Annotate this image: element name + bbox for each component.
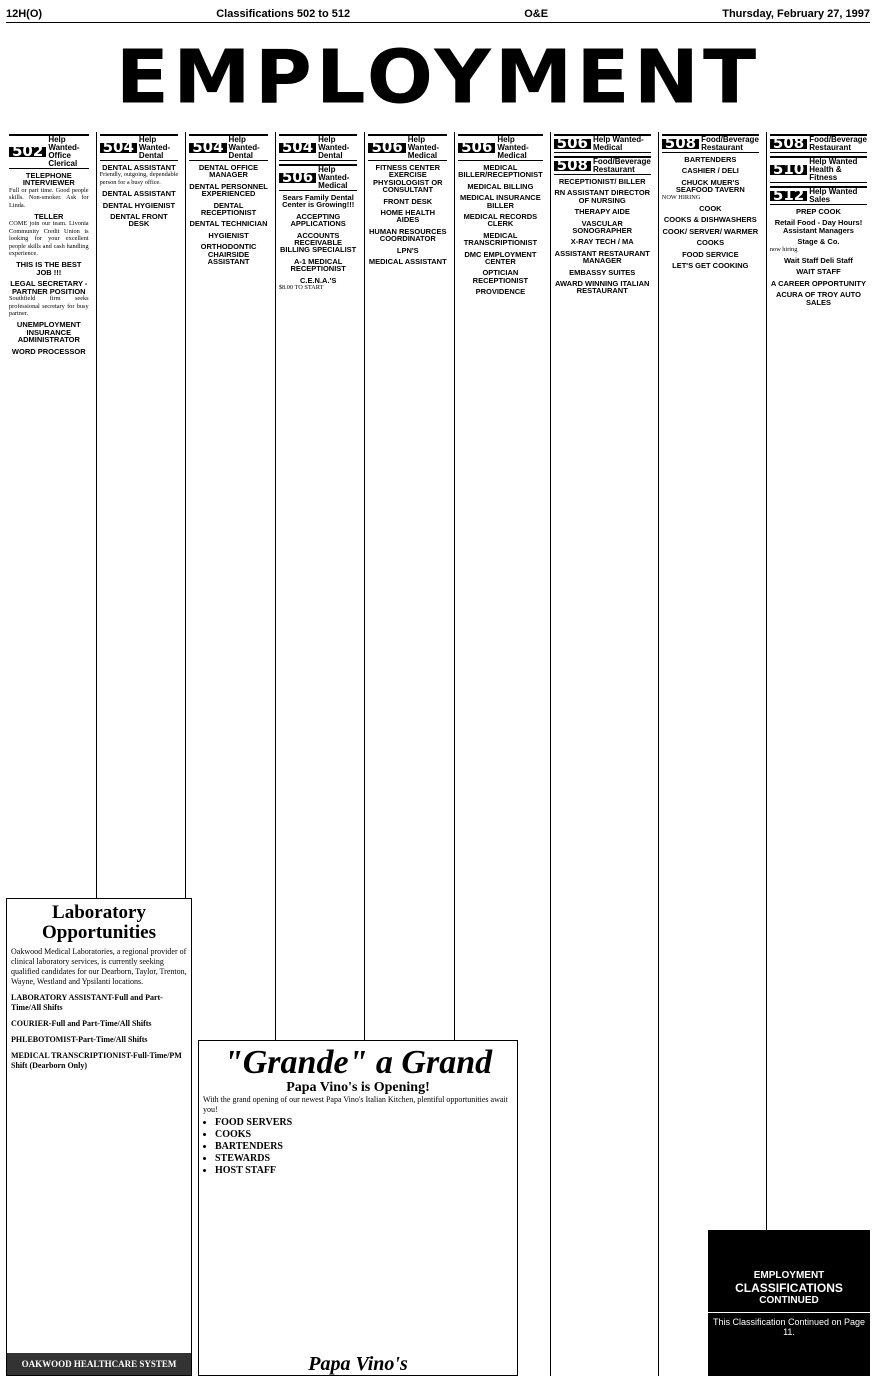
continued-line1: EMPLOYMENT: [753, 1269, 825, 1281]
continued-line3: CONTINUED: [759, 1294, 819, 1306]
lab-ad-item: COURIER-Full and Part-Time/All Shifts: [11, 1019, 152, 1028]
ad-title: COOK/ SERVER/ WARMER: [662, 226, 759, 236]
category-header: [368, 134, 447, 161]
ad-title: FOOD SERVICE: [682, 249, 739, 259]
category-number: 504: [189, 143, 226, 152]
ad-title: MEDICAL TRANSCRIPTIONIST: [463, 230, 538, 248]
column-7: [550, 132, 654, 1376]
classified-ad: [100, 202, 179, 209]
ad-title: MEDICAL BILLING: [467, 181, 534, 191]
papa-logo: Papa Vino's: [308, 1353, 408, 1375]
papa-position: • BARTENDERS: [215, 1141, 513, 1153]
masthead: [6, 28, 870, 128]
classified-ad: [554, 250, 651, 265]
category-header: [662, 134, 759, 153]
ad-title: OPTICIAN RECEPTIONIST: [472, 268, 529, 285]
category-header: [770, 186, 867, 205]
paper-name: O&E: [524, 8, 549, 20]
ad-title: COOK: [699, 204, 722, 214]
papa-vinos-ad: [198, 1040, 518, 1376]
papa-body: With the grand opening of our newest Papa Vino's Italian Kitchen, plentiful opportunities await you!: [203, 1095, 508, 1114]
ad-title: RECEPTIONIST/ BILLER: [558, 177, 646, 186]
ad-title: DENTAL PERSONNEL EXPERIENCED: [189, 181, 268, 199]
classified-ad: [554, 208, 651, 215]
classified-ad: [100, 213, 179, 228]
section-range: Classifications 502 to 512: [216, 8, 351, 20]
classified-ad: [9, 172, 89, 209]
category-label: Help Wanted-Dental: [228, 135, 260, 160]
papa-position: • COOKS: [215, 1129, 513, 1141]
category-number: 504: [100, 143, 137, 152]
category-label: Help Wanted-Medical: [318, 165, 350, 190]
classified-ad: [368, 209, 447, 224]
ad-title: CASHIER / DELI: [681, 166, 739, 176]
category-label: Help Wanted-Medical: [407, 135, 440, 160]
issue-date: Thursday, February 27, 1997: [722, 8, 870, 20]
papa-position: • FOOD SERVERS: [215, 1117, 513, 1129]
category-label: Help Wanted-Dental: [138, 135, 171, 160]
ad-title: COOKS & DISHWASHERS: [663, 215, 757, 225]
ad-title: MEDICAL ASSISTANT: [368, 257, 447, 267]
ad-title: X-RAY TECH / MA: [570, 237, 634, 247]
ad-body: NOW HIRING: [661, 193, 701, 201]
lab-ad-footer: OAKWOOD HEALTHCARE SYSTEM: [7, 1353, 191, 1375]
ad-title: VASCULAR SONOGRAPHER: [572, 218, 633, 236]
ad-title: Stage & Co.: [797, 237, 840, 247]
ad-body: COME join our team. Livonia Community Credit Union is looking for your excellent people skills and cash handling experience.: [9, 220, 89, 258]
classified-ad: [458, 164, 543, 179]
ad-title: Sears Family Dental Center is Growing!!!: [282, 193, 355, 210]
category-number: 506: [458, 143, 495, 152]
classified-ad: [662, 156, 759, 163]
ad-title: DENTAL ASSISTANT: [102, 189, 176, 199]
classified-ad: [100, 190, 179, 197]
category-label: Help Wanted-Medical: [592, 135, 644, 152]
classified-ad: [189, 183, 268, 198]
classified-ad: [458, 288, 543, 295]
laboratory-ad: [6, 898, 192, 1376]
classified-ad: [100, 164, 179, 186]
category-label: Help Wanted Health & Fitness: [809, 157, 858, 182]
classified-ad: [189, 243, 268, 265]
ad-title: ASSISTANT RESTAURANT MANAGER: [554, 248, 650, 266]
classified-ad: [9, 261, 89, 276]
ad-title: EMBASSY SUITES: [569, 267, 636, 277]
category-label: Food/Beverage Restaurant: [809, 135, 867, 152]
ad-title: MEDICAL INSURANCE BILLER: [460, 193, 541, 210]
ad-title: THIS IS THE BEST JOB !!!: [16, 260, 82, 277]
category-number: 510: [770, 165, 807, 174]
ad-title: HOME HEALTH AIDES: [380, 208, 435, 225]
classified-ad: [662, 179, 759, 201]
ad-body: Full or part time. Good people skills. Non-smoker. Ask for Linda.: [9, 186, 89, 209]
ad-body: Friendly, outgoing, dependable person for a busy office.: [99, 171, 179, 186]
classified-ad: [9, 213, 89, 257]
ad-title: DENTAL OFFICE MANAGER: [198, 163, 259, 180]
category-header: [279, 164, 358, 191]
classified-ad: [770, 280, 867, 287]
classified-ad: [458, 232, 543, 247]
category-number: 508: [770, 139, 807, 148]
classified-ad: [189, 220, 268, 227]
ad-body: now hiring: [769, 245, 798, 253]
category-number: 504: [279, 143, 316, 152]
continued-note: This Classification Continued on Page 11.: [708, 1312, 870, 1337]
ad-body: Southfield firm seeks professional secretary for busy partner.: [9, 295, 89, 317]
ad-title: AWARD WINNING ITALIAN RESTAURANT: [555, 279, 650, 296]
classified-ad: [189, 232, 268, 239]
lab-ad-items: [11, 993, 187, 1071]
continued-box: [708, 1230, 870, 1376]
ad-title: DENTAL ASSISTANT: [102, 163, 176, 172]
papa-headline: Papa Vino's is Opening!: [286, 1080, 430, 1095]
category-number: 502: [9, 147, 46, 156]
ad-title: DENTAL TECHNICIAN: [189, 219, 268, 229]
category-label: Help Wanted-Medical: [497, 135, 529, 160]
category-number: 508: [554, 161, 591, 170]
classified-ad: [279, 277, 358, 292]
ad-title: WAIT STAFF: [796, 267, 841, 277]
classified-ad: [458, 183, 543, 190]
classified-ad: [368, 164, 447, 194]
lab-ad-item: MEDICAL TRANSCRIPTIONIST-Full-Time/PM Shift (Dearborn Only): [11, 1051, 182, 1070]
classified-ad: [279, 258, 358, 273]
ad-title: ACCEPTING APPLICATIONS: [290, 211, 346, 229]
classified-ad: [662, 205, 759, 212]
ad-title: LEGAL SECRETARY - PARTNER POSITION: [10, 279, 88, 296]
lab-ad-intro: Oakwood Medical Laboratories, a regional provider of clinical laboratory services, is currently seeking qualified candidates for our Dearborn, Taylor, Trenton, Wayne, Westland and Ypsilanti locations.: [11, 947, 187, 986]
classified-ad: [189, 164, 268, 179]
classified-ad: [554, 189, 651, 204]
page-header: [6, 6, 870, 23]
ad-title: DENTAL FRONT DESK: [110, 212, 168, 229]
papa-grande: "Grande" a Grand: [223, 1044, 493, 1081]
ad-title: Retail Food - Day Hours! Assistant Managers: [774, 218, 863, 235]
ad-title: RN ASSISTANT DIRECTOR OF NURSING: [554, 188, 651, 205]
classified-ad: [9, 280, 89, 317]
ad-title: FRONT DESK: [383, 196, 433, 206]
ad-title: CHUCK MUER'S SEAFOOD TAVERN: [675, 177, 745, 195]
classified-ad: [279, 232, 358, 254]
classified-ad: [770, 257, 867, 264]
classified-ad: [458, 194, 543, 209]
classified-ad: [662, 239, 759, 246]
classified-ad: [554, 238, 651, 245]
classified-ad: [368, 228, 447, 243]
classified-ad: [770, 219, 867, 234]
category-header: [458, 134, 543, 161]
category-header: [100, 134, 179, 161]
ad-title: A-1 MEDICAL RECEPTIONIST: [290, 256, 346, 274]
ad-title: C.E.N.A.'S: [299, 275, 337, 285]
ad-title: FITNESS CENTER EXERCISE PHYSIOLOGIST OR CONSULTANT: [372, 163, 443, 195]
category-header: [189, 134, 268, 161]
category-label: Help Wanted Sales: [809, 187, 858, 204]
lab-ad-item: LABORATORY ASSISTANT-Full and Part-Time/All Shifts: [11, 993, 163, 1012]
lab-ad-title: Laboratory Opportunities: [41, 902, 157, 943]
ad-title: BARTENDERS: [684, 155, 737, 164]
ad-title: DENTAL RECEPTIONIST: [200, 200, 257, 218]
papa-positions: [215, 1117, 513, 1177]
ad-title: HUMAN RESOURCES COORDINATOR: [369, 226, 447, 244]
ad-title: THERAPY AIDE: [574, 207, 630, 217]
classified-ad: [662, 251, 759, 258]
category-number: 508: [662, 139, 699, 148]
continued-line2: CLASSIFICATIONS: [735, 1280, 843, 1295]
classified-ad: [770, 291, 867, 306]
classified-ad: [770, 268, 867, 275]
ad-title: ACURA OF TROY AUTO SALES: [775, 290, 861, 307]
category-header: [279, 134, 358, 161]
classified-ad: [279, 194, 358, 209]
category-number: 506: [554, 139, 591, 148]
classified-ad: [554, 280, 651, 295]
classified-ad: [279, 213, 358, 228]
ad-title: MEDICAL BILLER/RECEPTIONIST: [458, 163, 543, 180]
classified-ad: [662, 167, 759, 174]
classified-ad: [368, 198, 447, 205]
classified-ad: [368, 247, 447, 254]
classified-ad: [458, 269, 543, 284]
ad-title: WORD PROCESSOR: [11, 346, 86, 356]
category-header: [770, 156, 867, 183]
category-label: Help Wanted-Office Clerical: [48, 135, 80, 168]
classified-ad: [458, 213, 543, 228]
category-header: [770, 134, 867, 153]
classified-ad: [554, 269, 651, 276]
ad-title: LET'S GET COOKING: [672, 261, 749, 271]
ad-title: A CAREER OPPORTUNITY: [770, 278, 867, 288]
category-label: Help Wanted-Dental: [318, 135, 350, 160]
ad-title: HYGIENIST: [208, 230, 249, 240]
ad-title: Wait Staff Deli Staff: [783, 256, 853, 266]
ad-title: COOKS: [696, 238, 725, 248]
ad-title: PREP COOK: [796, 207, 841, 216]
classified-ad: [9, 321, 89, 343]
papa-position: • STEWARDS: [215, 1153, 513, 1165]
classified-ad: [189, 202, 268, 217]
category-number: 506: [368, 143, 405, 152]
ad-title: TELLER: [34, 212, 64, 222]
category-header: [9, 134, 89, 169]
ad-title: MEDICAL RECORDS CLERK: [463, 212, 538, 229]
masthead-title: EMPLOYMENT: [115, 35, 761, 121]
ad-title: ACCOUNTS RECEIVABLE BILLING SPECIALIST: [280, 230, 357, 255]
column-9: [766, 132, 870, 1376]
classified-ad: [554, 220, 651, 235]
classified-ad: [662, 262, 759, 269]
lab-ad-item: PHLEBOTOMIST-Part-Time/All Shifts: [11, 1035, 148, 1044]
ad-title: LPN'S: [396, 245, 419, 255]
category-number: 512: [770, 191, 807, 200]
classified-ad: [662, 228, 759, 235]
classified-ad: [458, 251, 543, 266]
page-number: 12H(O): [6, 8, 43, 20]
classified-ad: [770, 238, 867, 253]
column-8: [658, 132, 762, 1376]
category-header: [554, 134, 651, 153]
category-label: Food/Beverage Restaurant: [592, 157, 651, 174]
ad-body: $8.00 TO START: [278, 284, 324, 292]
ad-title: PROVIDENCE: [475, 287, 526, 297]
papa-position: • HOST STAFF: [215, 1165, 513, 1177]
ad-title: DMC EMPLOYMENT CENTER: [464, 249, 537, 267]
category-label: Food/Beverage Restaurant: [701, 135, 759, 152]
ad-title: TELEPHONE INTERVIEWER: [22, 171, 75, 188]
ad-title: ORTHODONTIC CHAIRSIDE ASSISTANT: [200, 242, 257, 267]
classified-ad: [9, 348, 89, 355]
classified-ad: [662, 216, 759, 223]
classified-ad: [554, 178, 651, 185]
ad-title: DENTAL HYGIENIST: [102, 200, 176, 210]
category-header: [554, 156, 651, 175]
category-number: 506: [279, 173, 316, 182]
classified-ad: [368, 258, 447, 265]
ad-title: UNEMPLOYMENT INSURANCE ADMINISTRATOR: [16, 320, 81, 345]
classified-ad: [770, 208, 867, 215]
